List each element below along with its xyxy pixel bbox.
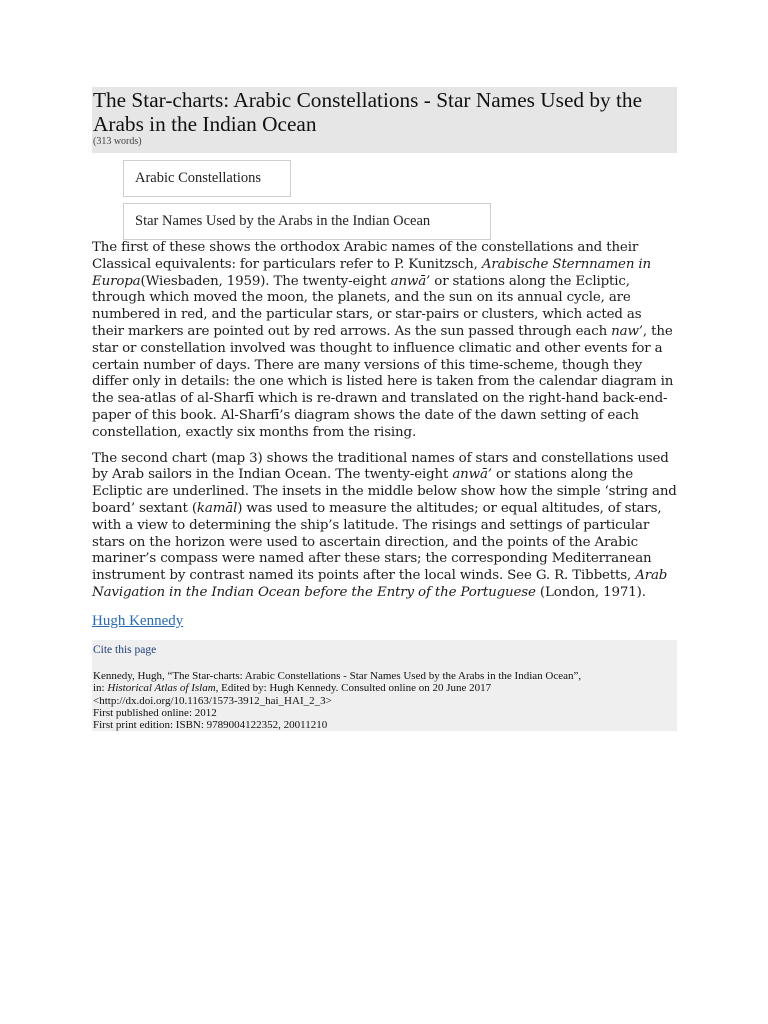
citation-line — [93, 682, 676, 694]
term-kamal: kamāl — [196, 500, 238, 516]
citation-in-prefix: in: — [93, 682, 108, 695]
page-title: The Star-charts: Arabic Constellations - Star Names Used by the Arabs in the Indian Ocean — [93, 88, 643, 136]
paragraph-second-chart — [92, 451, 677, 602]
term-naw: naw’ — [611, 323, 643, 339]
article-header — [92, 87, 677, 153]
book-title: Arabische Sternnamen in Europa — [92, 256, 652, 289]
citation-box — [92, 640, 677, 731]
article-page — [92, 87, 677, 731]
text-segment: ) was used to measure the altitudes; or equal altitudes, of stars, with a view to determining the ship’s latitude. The risings and settings of particular stars on the horizon were used to ascertain direction, and the points of the Arabic mariner’s compass were named after these stars; the corresponding Mediterranean instrument by contrast named its points after the local winds. See G. R. Tibbetts, — [92, 500, 662, 584]
citation-source-title: Historical Atlas of Islam — [107, 682, 216, 695]
book-title: Arab Navigation in the Indian Ocean before the Entry of the Portuguese — [92, 568, 668, 600]
tab-star-names[interactable]: Star Names Used by the Arabs in the Indian Ocean — [123, 203, 491, 240]
citation-print-edition: First print edition: ISBN: 9789004122352, 20011210 — [93, 719, 328, 732]
text-segment: The second chart (map 3) shows the traditional names of stars and constellations used by Arab sailors in the Indian Ocean. The twenty-eight — [92, 450, 669, 483]
text-segment: , the star or constellation involved was thought to influence climatic and other events for a certain number of days. There are many versions of this time-scheme, though they differ only in details: the one which is listed here is taken from the calendar diagram in the sea-atlas of al-Sharfī which is re-drawn and translated on the right-hand back-end-paper of this book. Al-Sharfī’s diagram shows the date of the dawn setting of each constellation, exactly six months from the rising. — [92, 323, 674, 440]
term-anwa: anwā’ — [452, 467, 492, 483]
citation-published-online: First published online: 2012 — [93, 706, 217, 719]
citation-text — [93, 670, 676, 732]
citation-line-rest: , Edited by: Hugh Kennedy. Consulted online on 20 June 2017 — [215, 682, 492, 695]
author-link[interactable]: Hugh Kennedy — [92, 612, 184, 629]
text-segment: or stations along the Ecliptic are underlined. The insets in the middle below show how the simple ‘string and board’ sextant ( — [92, 467, 677, 516]
term-anwa: anwā’ — [390, 273, 431, 289]
citation-line: Kennedy, Hugh, “The Star-charts: Arabic Constellations - Star Names Used by the Arabs in the Indian Ocean”, — [93, 669, 582, 682]
tab-arabic-constellations[interactable]: Arabic Constellations — [123, 160, 291, 197]
paragraph-first-chart — [92, 240, 677, 442]
text-segment: (Wiesbaden, 1959). The twenty-eight — [140, 273, 391, 289]
citation-doi: <http://dx.doi.org/10.1163/1573-3912_hai_HAI_2_3> — [93, 694, 332, 707]
text-segment: The first of these shows the orthodox Arabic names of the constellations and their Classical equivalents: for particulars refer to P. Kunitzsch, — [92, 240, 639, 272]
cite-this-page-link[interactable]: Cite this page — [93, 643, 157, 656]
word-count: (313 words) — [93, 136, 142, 147]
section-tabs — [123, 160, 677, 246]
text-segment: (London, 1971). — [535, 584, 646, 600]
text-segment: or stations along the Ecliptic, through which moved the moon, the planets, and the sun on its annual cycle, are numbered in red, and the particular stars, or star-pairs or clusters, which acted as their markers are pointed out by red arrows. As the sun passed through each — [92, 273, 642, 339]
